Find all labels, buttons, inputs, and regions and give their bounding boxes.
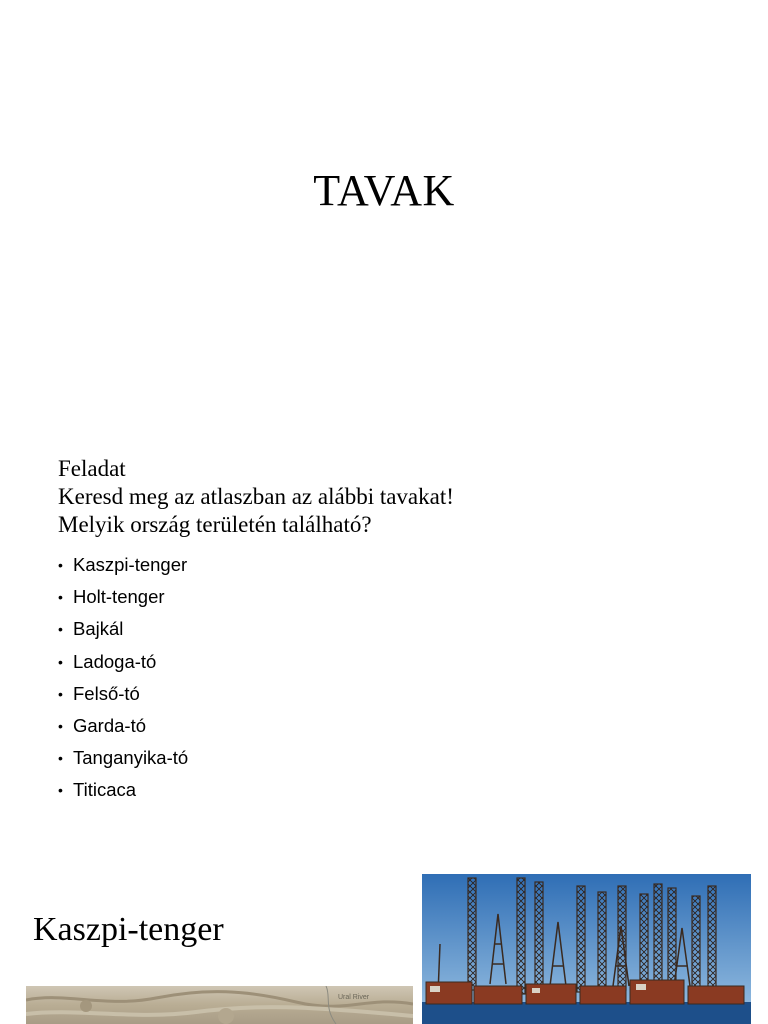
bullet-icon: • <box>58 589 63 606</box>
lake-name: Ladoga-tó <box>73 650 157 672</box>
task-heading: Feladat <box>58 456 126 481</box>
bullet-icon: • <box>58 653 63 670</box>
lake-name: Kaszpi-tenger <box>73 554 188 576</box>
caspian-slide-title: Kaszpi-tenger <box>33 911 224 948</box>
bullet-icon: • <box>58 685 63 702</box>
list-item <box>58 774 188 806</box>
list-item <box>58 646 188 678</box>
lake-name: Titicaca <box>73 779 137 801</box>
list-item <box>58 549 188 581</box>
bullet-icon: • <box>58 750 63 767</box>
slide-title: TAVAK <box>313 166 455 215</box>
list-item <box>58 710 188 742</box>
bullet-icon: • <box>58 718 63 735</box>
lake-list <box>58 549 188 807</box>
oil-rigs-photo <box>422 874 751 1024</box>
map-label: Ural River <box>338 994 370 1001</box>
lake-name: Garda-tó <box>73 715 147 737</box>
list-item <box>58 678 188 710</box>
lake-name: Felső-tó <box>73 682 140 704</box>
lake-name: Bajkál <box>73 618 124 640</box>
task-line-2: Melyik ország területén található? <box>58 512 372 537</box>
bullet-icon: • <box>58 782 63 799</box>
map-terrain <box>26 986 413 1024</box>
list-item <box>58 613 188 645</box>
satellite-map-image <box>26 986 413 1024</box>
bullet-icon: • <box>58 557 63 574</box>
bullet-icon: • <box>58 621 63 638</box>
list-item <box>58 742 188 774</box>
task-line-1: Keresd meg az atlaszban az alábbi tavakat! <box>58 484 454 509</box>
lake-name: Tanganyika-tó <box>73 747 189 769</box>
oil-rigs-illustration <box>422 874 751 1024</box>
list-item <box>58 581 188 613</box>
task-text <box>58 455 738 539</box>
lake-name: Holt-tenger <box>73 586 165 608</box>
